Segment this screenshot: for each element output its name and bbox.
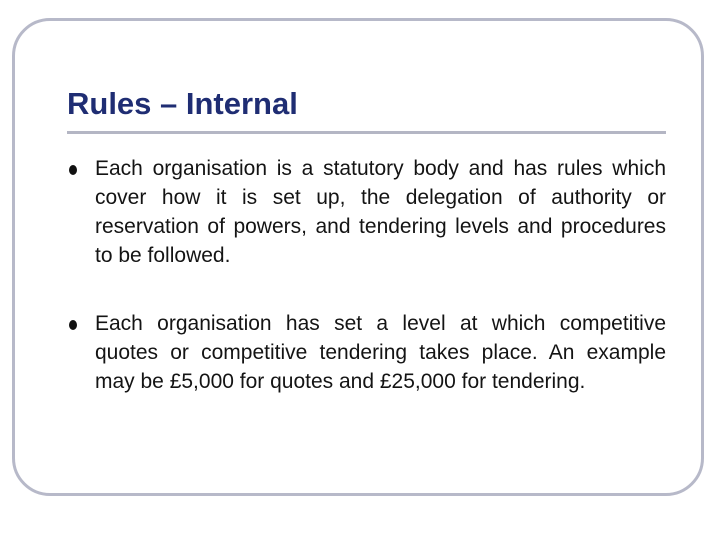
bullet-item <box>66 309 666 396</box>
bullet-text: Each organisation has set a level at which competitive quotes or competitive tendering takes place. An example may be £5,000 for quotes and £25,000 for tendering. <box>95 312 666 393</box>
bullet-text: Each organisation is a statutory body and has rules which cover how it is set up, the delegation of authority or reservation of powers, and tendering levels and procedures to be followed. <box>95 157 666 267</box>
slide-title: Rules – Internal <box>67 86 298 121</box>
bullet-list <box>66 154 666 435</box>
title-divider <box>67 131 666 134</box>
bullet-item <box>66 154 666 270</box>
bullet-dot-icon <box>69 320 77 330</box>
bullet-dot-icon <box>69 165 77 175</box>
